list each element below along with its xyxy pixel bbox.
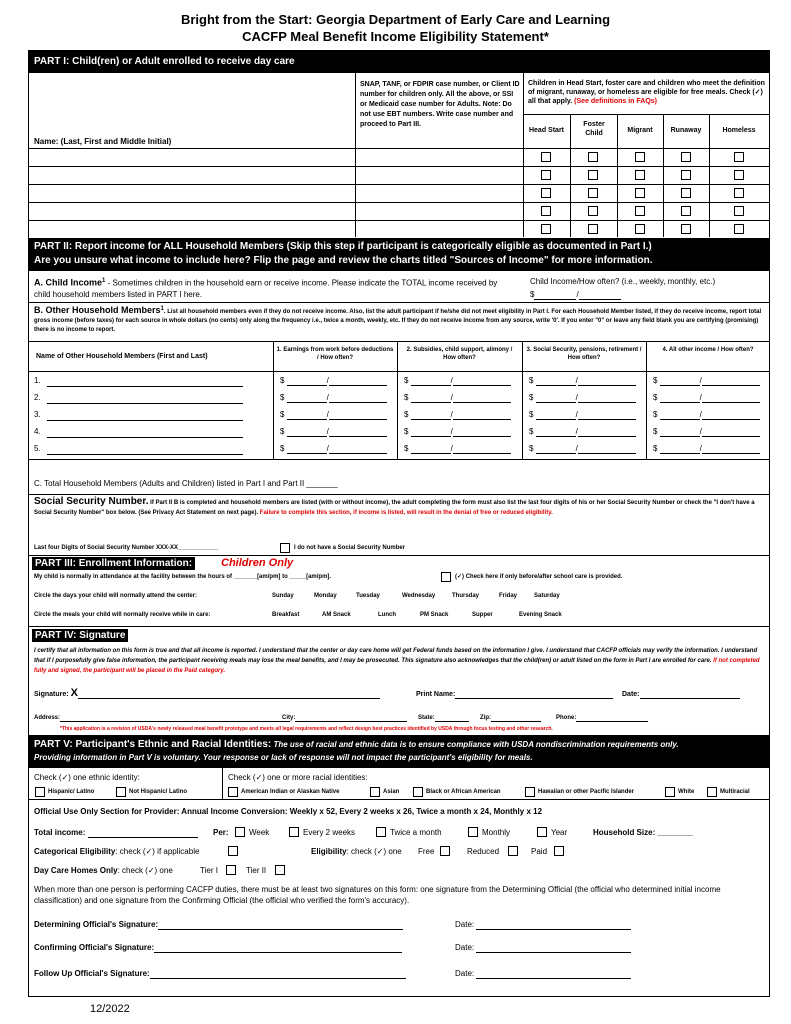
- child-income-label: Child Income/How often? (i.e., weekly, monthly, etc.): [530, 277, 716, 286]
- official-signature-instructions: When more than one person is performing CACFP duties, there must be at least two signatures on this form: one signature from the Determining Official (the official who determined initial income classification) and one signature from the Confirming Official (the official who verified the form's accuracy).: [34, 885, 721, 905]
- per-2weeks-checkbox[interactable]: [289, 827, 299, 837]
- col-head-start: Head Start: [528, 127, 564, 134]
- category-checkbox[interactable]: [681, 152, 691, 162]
- pacific-islander-label: Hawaiian or other Pacific Islander: [538, 789, 635, 795]
- per-2weeks-label: Every 2 weeks: [303, 828, 356, 837]
- day-option[interactable]: Tuesday: [356, 593, 380, 599]
- not-hispanic-checkbox[interactable]: [116, 787, 126, 797]
- income-field[interactable]: $ /: [404, 427, 511, 437]
- tier1-label: Tier I: [200, 866, 218, 875]
- pacific-islander-checkbox[interactable]: [525, 787, 535, 797]
- category-checkbox[interactable]: [541, 152, 551, 162]
- prototype-footnote: *This application is a revision of USDA's newly released meal benefit prototype and meets all legal requirements and reflect design best practices identified by USDA through focus testing and other research.: [60, 726, 553, 732]
- phone-field[interactable]: Phone:: [556, 714, 648, 722]
- official-use-title: Official Use Only Section for Provider: Annual Income Conversion: Weekly x 52, Every 2 weeks x 26, Twice a month x 24, Monthly x 12: [34, 807, 543, 816]
- total-household-members: C. Total Household Members (Adults and Children) listed in Part I and Part II _______: [34, 479, 338, 488]
- income-field[interactable]: $ /: [404, 393, 511, 403]
- american-indian-checkbox[interactable]: [228, 787, 238, 797]
- form-title: CACFP Meal Benefit Income Eligibility Statement*: [242, 29, 549, 44]
- meal-option[interactable]: AM Snack: [322, 612, 351, 618]
- eligibility-free-label: Free: [418, 847, 435, 856]
- eligibility-paid-label: Paid: [531, 847, 548, 856]
- income-field[interactable]: $ /: [280, 444, 387, 454]
- category-checkbox[interactable]: [681, 206, 691, 216]
- child-income-text: A. Child Income$^1$ - Sometimes children in the household earn or receive income. Please indicate the TOTAL income received by child household members listed in PART I here.: [34, 277, 498, 299]
- not-hispanic-label: Not Hispanic/ Latino: [129, 789, 188, 795]
- part4-header: PART IV: Signature: [32, 629, 128, 642]
- per-week-label: Week: [249, 828, 270, 837]
- income-field[interactable]: $ /: [529, 427, 636, 437]
- income-field[interactable]: $ /: [653, 410, 760, 420]
- day-option[interactable]: Saturday: [534, 593, 560, 599]
- before-after-school-checkbox[interactable]: [441, 572, 451, 582]
- day-option[interactable]: Thursday: [452, 593, 480, 599]
- income-field[interactable]: $ /: [280, 410, 387, 420]
- attendance-hours[interactable]: My child is normally in attendance at the facility between the hours of _______[am/pm] to _____[am/pm].: [34, 574, 332, 580]
- form-version: 12/2022: [90, 1003, 130, 1015]
- income-field[interactable]: $ /: [529, 376, 636, 386]
- eligibility-label: Eligibility: check (✓) one: [311, 847, 402, 856]
- category-checkbox[interactable]: [635, 206, 645, 216]
- child-income-field[interactable]: $ /: [530, 290, 621, 300]
- name-column-header: Name: (Last, First and Middle Initial): [34, 137, 172, 146]
- per-twice-month-checkbox[interactable]: [376, 827, 386, 837]
- asian-label: Asian: [383, 789, 400, 795]
- part3-header: PART III: Enrollment Information:: [32, 557, 195, 570]
- eligibility-reduced-label: Reduced: [467, 847, 500, 856]
- income-field[interactable]: $ /: [280, 393, 387, 403]
- total-income-field[interactable]: Total income:: [34, 828, 198, 838]
- income-field[interactable]: $ /: [280, 427, 387, 437]
- zip-field[interactable]: Zip:: [480, 714, 541, 722]
- income-field[interactable]: $ /: [404, 444, 511, 454]
- category-checkbox[interactable]: [588, 224, 598, 234]
- category-checkbox[interactable]: [734, 152, 744, 162]
- category-checkbox[interactable]: [635, 224, 645, 234]
- col-homeless: Homeless: [722, 127, 756, 134]
- black-checkbox[interactable]: [413, 787, 423, 797]
- income-field[interactable]: $ /: [404, 376, 511, 386]
- member-name-field[interactable]: [47, 454, 243, 455]
- col-migrant: Migrant: [627, 127, 653, 134]
- eligibility-paid-checkbox[interactable]: [554, 846, 564, 856]
- income-field[interactable]: $ /: [653, 444, 760, 454]
- white-label: White: [678, 789, 695, 795]
- col-subsidies: 2. Subsidies, child support, alimony / How often?: [406, 347, 513, 361]
- per-year-checkbox[interactable]: [537, 827, 547, 837]
- income-field[interactable]: $ /: [529, 444, 636, 454]
- meals-label: Circle the meals your child will normally receive while in care:: [34, 612, 211, 618]
- ssn-instructions: Social Security Number. If Part II B is completed and household members are listed (with or without income), the adult completing the form must also list the last four digits of his or her Social Security Number or check the "I don't have a Social Security Number" box below. (See Privacy Act Statement on next page). Failure to complete this section, if income is listed, will result in the denial of free or reduced eligibility.: [34, 496, 755, 516]
- white-checkbox[interactable]: [665, 787, 675, 797]
- category-checkbox[interactable]: [734, 170, 744, 180]
- part3-children-only: Children Only: [221, 557, 294, 569]
- multiracial-checkbox[interactable]: [707, 787, 717, 797]
- american-indian-label: American Indian or Alaskan Native: [241, 789, 340, 795]
- form-agency-title: Bright from the Start: Georgia Department of Early Care and Learning: [180, 12, 611, 27]
- print-name-field[interactable]: Print Name:: [416, 690, 613, 699]
- member-name-field[interactable]: [47, 386, 243, 387]
- state-field[interactable]: State:: [418, 714, 469, 722]
- category-checkbox[interactable]: [541, 170, 551, 180]
- meal-option[interactable]: Evening Snack: [519, 612, 562, 618]
- day-care-homes-label: Day Care Homes Only: check (✓) one: [34, 866, 173, 875]
- part5-header: PART V: Participant's Ethnic and Racial Identities: The use of racial and ethnic data is to ensure compliance with USDA nondiscrimination requirements only. Providing information in Part V is voluntary. Your response or lack of response will not impact the participant's eligibility for meals.: [28, 735, 770, 768]
- per-year-label: Year: [551, 828, 568, 837]
- categorical-eligibility-label: Categorical Eligibility: check (✓) if applicable: [34, 847, 200, 856]
- no-ssn-label: I do not have a Social Security Number: [294, 545, 406, 551]
- income-field[interactable]: $ /: [280, 376, 387, 386]
- eligibility-reduced-checkbox[interactable]: [508, 846, 518, 856]
- category-checkbox[interactable]: [681, 170, 691, 180]
- col-other-income: 4. All other income / How often?: [662, 347, 754, 353]
- categorical-eligibility-checkbox[interactable]: [228, 846, 238, 856]
- city-field[interactable]: City:: [282, 714, 407, 722]
- category-checkbox[interactable]: [588, 188, 598, 198]
- category-checkbox[interactable]: [635, 152, 645, 162]
- per-monthly-label: Monthly: [482, 828, 511, 837]
- income-field[interactable]: $ /: [653, 376, 760, 386]
- household-size-field[interactable]: Household Size: ________: [593, 828, 694, 837]
- category-checkbox[interactable]: [734, 188, 744, 198]
- confirming-signature-field[interactable]: Confirming Official's Signature:: [34, 943, 402, 953]
- category-checkbox[interactable]: [541, 188, 551, 198]
- member-row-number: 1.: [34, 376, 41, 385]
- date-field[interactable]: Date:: [622, 690, 740, 699]
- other-members-text: B. Other Household Members$^1$. List all household members even if they do not receive income. Also, list the adult participant if he/she did not meet eligibility in Part I. For each Household Member listed, if they do receive income, report total gross income (before taxes) for each source in whole dollars (no cents) only along the frequency i.e., twice a month, weekly, etc. If they do not receive income from any source, write '0'. If you enter "0" or leave any field blank you are certifying (promising) there is no income to report.: [34, 305, 762, 333]
- meal-option[interactable]: Lunch: [378, 612, 396, 618]
- multiracial-label: Multiracial: [720, 789, 750, 795]
- member-name-field[interactable]: [47, 437, 243, 438]
- meal-option[interactable]: Supper: [472, 612, 493, 618]
- per-monthly-checkbox[interactable]: [468, 827, 478, 837]
- signature-field[interactable]: Signature: X: [34, 689, 380, 699]
- confirming-date-field[interactable]: Date:: [455, 943, 631, 953]
- per-label: Per:: [213, 828, 229, 837]
- racial-label: Check (✓) one or more racial identities:: [228, 773, 368, 782]
- category-checkbox[interactable]: [541, 206, 551, 216]
- determining-signature-field[interactable]: Determining Official's Signature:: [34, 920, 403, 930]
- day-option[interactable]: Friday: [499, 593, 518, 599]
- before-after-school-label: (✓) Check here if only before/after school care is provided.: [455, 574, 623, 580]
- member-row-number: 5.: [34, 444, 41, 453]
- col-earnings: 1. Earnings from work before deductions / How often?: [276, 347, 394, 361]
- income-field[interactable]: $ /: [653, 393, 760, 403]
- category-checkbox[interactable]: [681, 188, 691, 198]
- income-field[interactable]: $ /: [529, 410, 636, 420]
- member-row-number: 2.: [34, 393, 41, 402]
- certification-text: I certify that all information on this form is true and that all income is reported. I understand that the center or day care home will get Federal funds based on the information I give. I understand that CACFP officials may verify the information. I understand that if I purposefully give false information, the participant receiving meals may lose the meal benefits, and I may be prosecuted. This signature also acknowledges that the child(ren) or adult listed on the form in Part I are enrolled for care. If not completed fully and signed, the participant will be placed in the Paid category.: [34, 648, 760, 674]
- category-checkbox[interactable]: [635, 170, 645, 180]
- per-week-checkbox[interactable]: [235, 827, 245, 837]
- part2-header: PART II: Report income for ALL Household Members (Skip this step if participant is categorically eligible as documented in Part I.) Are you unsure what income to include here? Flip the page and review the charts titled "Sources of Income" for more information.: [28, 238, 770, 271]
- address-field[interactable]: Address:: [34, 714, 290, 722]
- col-runaway: Runaway: [670, 127, 702, 134]
- followup-date-field[interactable]: Date:: [455, 969, 631, 979]
- case-number-column-header: SNAP, TANF, or FDPIR case number, or Client ID number for children only. All the above, or SSI or Medicaid case number for Adults. Note: Do not use EBT numbers. Write case number and proceed to Part III.: [360, 81, 520, 128]
- tier1-checkbox[interactable]: [226, 865, 236, 875]
- determining-date-field[interactable]: Date:: [455, 920, 631, 930]
- part1-header: PART I: Child(ren) or Adult enrolled to receive day care: [28, 51, 770, 73]
- categorical-header: Children in Head Start, foster care and children who meet the definition of migrant, runaway, or homeless are eligible for free meals. Check (✓) all that apply. (See definitions in FAQs): [528, 80, 765, 105]
- days-label: Circle the days your child will normally attend the center:: [34, 593, 198, 599]
- hispanic-checkbox[interactable]: [35, 787, 45, 797]
- income-field[interactable]: $ /: [529, 393, 636, 403]
- meal-option[interactable]: Breakfast: [272, 612, 300, 618]
- day-option[interactable]: Monday: [314, 593, 337, 599]
- meal-option[interactable]: PM Snack: [420, 612, 449, 618]
- category-checkbox[interactable]: [734, 224, 744, 234]
- col-social-security: 3. Social Security, pensions, retirement / How often?: [526, 347, 642, 361]
- day-option[interactable]: Wednesday: [402, 593, 436, 599]
- category-checkbox[interactable]: [588, 170, 598, 180]
- day-option[interactable]: Sunday: [272, 593, 294, 599]
- member-name-field[interactable]: [47, 420, 243, 421]
- category-checkbox[interactable]: [734, 206, 744, 216]
- per-twice-month-label: Twice a month: [390, 828, 442, 837]
- tier2-checkbox[interactable]: [275, 865, 285, 875]
- category-checkbox[interactable]: [681, 224, 691, 234]
- category-checkbox[interactable]: [588, 206, 598, 216]
- member-row-number: 4.: [34, 427, 41, 436]
- income-field[interactable]: $ /: [404, 410, 511, 420]
- hispanic-label: Hispanic/ Latino: [48, 789, 95, 795]
- ssn-last-four-field[interactable]: Last four Digits of Social Security Number XXX-XX____________: [34, 545, 219, 551]
- income-field[interactable]: $ /: [653, 427, 760, 437]
- eligibility-free-checkbox[interactable]: [440, 846, 450, 856]
- no-ssn-checkbox[interactable]: [280, 543, 290, 553]
- ethnic-label: Check (✓) one ethnic identity:: [34, 773, 140, 782]
- category-checkbox[interactable]: [635, 188, 645, 198]
- asian-checkbox[interactable]: [370, 787, 380, 797]
- black-label: Black or African American: [426, 789, 501, 795]
- followup-signature-field[interactable]: Follow Up Official's Signature:: [34, 969, 406, 979]
- category-checkbox[interactable]: [588, 152, 598, 162]
- category-checkbox[interactable]: [541, 224, 551, 234]
- member-row-number: 3.: [34, 410, 41, 419]
- member-name-field[interactable]: [47, 403, 243, 404]
- tier2-label: Tier II: [246, 866, 267, 875]
- col-foster-child: Foster Child: [583, 121, 605, 137]
- col-member-name: Name of Other Household Members (First and Last): [36, 353, 208, 360]
